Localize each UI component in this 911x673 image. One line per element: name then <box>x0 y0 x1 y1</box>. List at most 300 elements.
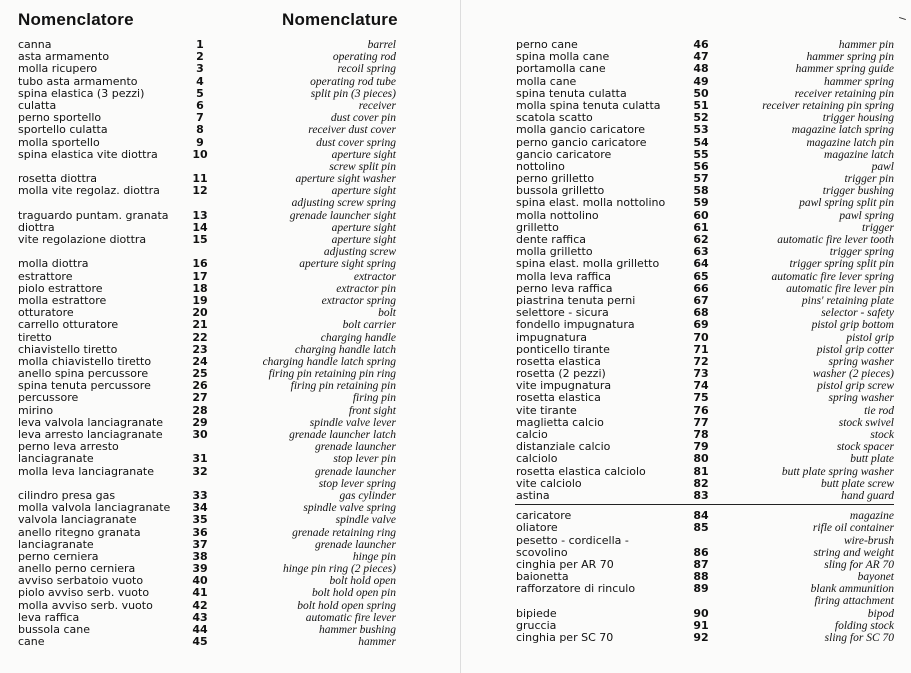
part-row <box>0 332 460 344</box>
part-number: 32 <box>192 464 208 478</box>
part-number: 43 <box>192 610 208 624</box>
part-number: 28 <box>192 403 208 417</box>
english-part-name: spindle valve lever <box>309 416 396 429</box>
english-part-name: barrel <box>367 39 396 51</box>
part-number: 41 <box>192 586 208 600</box>
italian-part-name: spina elast. molla nottolino <box>516 196 666 210</box>
part-number: 50 <box>693 86 709 100</box>
english-part-name: tie rod <box>864 404 894 417</box>
part-number: 56 <box>693 159 709 173</box>
italian-part-name: molla chiavistello tiretto <box>18 354 152 368</box>
italian-part-name: dente raffica <box>516 233 586 246</box>
part-number: 19 <box>192 293 208 307</box>
italian-part-name: cinghia per AR 70 <box>516 557 614 571</box>
part-number: 51 <box>693 98 709 112</box>
english-part-name: spindle valve spring <box>303 502 396 515</box>
italian-part-name: leva raffica <box>18 610 80 624</box>
italian-part-name: tubo asta armamento <box>18 74 138 88</box>
part-row <box>0 88 460 100</box>
part-number: 69 <box>693 318 709 332</box>
english-part-name: hinge pin <box>352 550 396 563</box>
english-part-name: stock spacer <box>836 441 894 454</box>
part-row <box>461 453 911 465</box>
english-part-name: grenade launcher <box>314 538 396 551</box>
part-number: 89 <box>693 582 709 596</box>
part-row <box>461 583 911 595</box>
part-number: 79 <box>693 440 709 454</box>
part-row <box>461 319 911 331</box>
italian-part-name: rosetta elastica <box>516 391 601 405</box>
italian-part-name: piolo estrattore <box>18 281 103 295</box>
part-number: 38 <box>192 549 208 563</box>
part-row <box>0 63 460 75</box>
italian-part-name: oliatore <box>516 521 558 535</box>
english-part-name: receiver dust cover <box>308 124 396 137</box>
english-part-name: grenade launcher <box>314 441 396 454</box>
english-part-name: folding stock <box>834 619 894 632</box>
english-part-name: blank ammunition <box>810 583 894 596</box>
english-part-name: receiver retaining pin <box>794 87 894 100</box>
english-part-name: bolt hold open <box>329 575 396 588</box>
part-row <box>0 624 460 636</box>
italian-part-name: cinghia per SC 70 <box>516 631 614 644</box>
english-part-name: pistol grip screw <box>817 380 894 393</box>
english-part-name: operating rod tube <box>310 75 396 88</box>
english-part-name: sling for AR 70 <box>824 558 894 571</box>
english-part-name: butt plate <box>850 453 894 466</box>
english-part-name: charging handle latch spring <box>262 355 396 368</box>
english-part-name: stop lever spring <box>318 477 396 490</box>
english-part-name: spring washer <box>828 392 894 405</box>
part-number: 29 <box>192 415 208 429</box>
english-part-name: firing attachment <box>814 595 894 608</box>
italian-part-name: spina elastica vite diottra <box>18 147 158 161</box>
part-row <box>461 197 911 209</box>
english-part-name: grenade launcher sight <box>289 209 396 222</box>
part-number: 66 <box>693 281 709 295</box>
part-number: 63 <box>693 245 709 259</box>
italian-part-name: molla spina tenuta culatta <box>516 98 661 112</box>
english-part-name: bolt carrier <box>342 319 396 332</box>
italian-part-name: molla sportello <box>18 135 100 149</box>
english-part-name: sling for SC 70 <box>824 632 894 644</box>
part-number: 26 <box>192 379 208 393</box>
italian-part-name: astina <box>516 488 550 502</box>
italian-part-name: molla avviso serb. vuoto <box>18 598 153 612</box>
italian-part-name: fondello impugnatura <box>516 318 635 332</box>
english-part-name: rifle oil container <box>812 522 894 535</box>
part-number: 27 <box>192 391 208 405</box>
italian-part-name: lanciagranate <box>18 452 94 466</box>
part-number: 70 <box>693 330 709 344</box>
italian-part-name: asta armamento <box>18 50 110 64</box>
english-part-name: adjusting screw <box>323 246 396 259</box>
english-part-name: adjusting screw spring <box>291 197 396 210</box>
english-part-name: spindle valve <box>335 514 396 527</box>
part-number: 84 <box>693 509 709 523</box>
part-number: 11 <box>192 172 208 186</box>
english-part-name: magazine latch pin <box>806 136 894 149</box>
english-part-name: automatic fire lever <box>305 611 396 624</box>
part-number: 49 <box>693 74 709 88</box>
italian-part-name: selettore - sicura <box>516 306 609 320</box>
english-part-name: grenade launcher <box>314 465 396 478</box>
part-number: 90 <box>693 606 709 620</box>
italian-part-name: spina elastica (3 pezzi) <box>18 86 145 100</box>
part-number: 52 <box>693 111 709 125</box>
part-number: 7 <box>196 111 204 125</box>
italian-part-name: chiavistello tiretto <box>18 342 118 356</box>
part-row <box>0 600 460 612</box>
italian-part-name: gancio caricatore <box>516 147 612 161</box>
part-number: 75 <box>693 391 709 405</box>
english-part-name: spring washer <box>828 355 894 368</box>
italian-part-name: valvola lanciagranate <box>18 513 137 527</box>
italian-part-name: portamolla cane <box>516 62 606 76</box>
italian-part-name: perno leva raffica <box>516 281 613 295</box>
english-part-name: gas cylinder <box>339 489 396 502</box>
part-row <box>0 527 460 539</box>
italian-part-name: lanciagranate <box>18 537 94 551</box>
italian-part-name: cilindro presa gas <box>18 488 116 502</box>
italian-part-name: rosetta elastica <box>516 354 601 368</box>
english-part-name: bolt hold open spring <box>297 599 396 612</box>
italian-part-name: molla leva lanciagranate <box>18 464 155 478</box>
italian-part-name: molla diottra <box>18 257 89 271</box>
part-number: 39 <box>192 562 208 576</box>
english-title: Nomenclature <box>282 10 398 29</box>
part-row <box>0 466 460 478</box>
part-number: 12 <box>192 184 208 198</box>
italian-part-name: perno cane <box>516 38 578 51</box>
part-number: 16 <box>192 257 208 271</box>
italian-part-name: leva valvola lanciagranate <box>18 415 164 429</box>
italian-part-name: perno sportello <box>18 111 102 125</box>
english-part-name: extractor <box>353 270 396 283</box>
part-number: 18 <box>192 281 208 295</box>
english-part-name: magazine latch spring <box>791 124 894 137</box>
part-row <box>461 124 911 136</box>
italian-part-name: culatta <box>18 98 57 112</box>
english-part-name: hammer <box>358 636 396 649</box>
part-number: 55 <box>693 147 709 161</box>
part-row <box>461 535 911 547</box>
english-part-name: hinge pin ring (2 pieces) <box>282 563 396 576</box>
english-part-name: bolt hold open pin <box>311 587 396 600</box>
part-number: 85 <box>693 521 709 535</box>
part-number: 88 <box>693 570 709 584</box>
english-part-name: dust cover spring <box>316 136 396 149</box>
part-row <box>461 405 911 417</box>
part-row <box>0 197 460 209</box>
english-part-name: grenade launcher latch <box>289 429 396 441</box>
english-part-name: trigger pin <box>844 173 894 186</box>
english-part-name: pins' retaining plate <box>801 294 894 307</box>
italian-part-name: ponticello tirante <box>516 342 610 356</box>
part-number: 23 <box>192 342 208 356</box>
italian-part-name: vite tirante <box>516 403 577 417</box>
part-row <box>461 632 911 644</box>
english-part-name: hand guard <box>841 489 894 502</box>
italian-part-name: bipiede <box>516 606 557 620</box>
english-part-name: stock <box>870 429 894 441</box>
english-part-name: stock swivel <box>838 416 894 429</box>
italian-part-name: caricatore <box>516 509 572 523</box>
italian-part-name: spina tenuta culatta <box>516 86 627 100</box>
english-part-name: automatic fire lever tooth <box>777 234 894 246</box>
italian-part-name: avviso serbatoio vuoto <box>18 574 144 588</box>
part-number: 8 <box>196 123 204 137</box>
part-number: 40 <box>192 574 208 588</box>
part-row <box>461 63 911 75</box>
english-part-name: split pin (3 pieces) <box>310 87 396 100</box>
part-row <box>461 595 911 607</box>
italian-part-name: molla leva raffica <box>516 269 612 283</box>
part-row <box>0 319 460 331</box>
english-part-name: pistol grip <box>846 331 894 344</box>
part-number: 54 <box>693 135 709 149</box>
part-row <box>0 587 460 599</box>
part-number: 36 <box>192 525 208 539</box>
italian-part-name: tiretto <box>18 330 52 344</box>
italian-part-name: rosetta diottra <box>18 172 98 186</box>
italian-part-name: gruccia <box>516 618 557 632</box>
italian-part-name: molla vite regolaz. diottra <box>18 184 160 198</box>
italian-part-name: rafforzatore di rinculo <box>516 582 636 596</box>
english-part-name: automatic fire lever spring <box>771 270 894 283</box>
italian-part-name: piastrina tenuta perni <box>516 293 636 307</box>
italian-part-name: baionetta <box>516 570 569 584</box>
italian-part-name: scatola scatto <box>516 111 593 125</box>
right-parts-list <box>461 39 911 644</box>
english-part-name: firing pin retaining pin ring <box>268 368 396 381</box>
part-number: 71 <box>693 342 709 356</box>
italian-part-name: otturatore <box>18 306 74 320</box>
part-number: 45 <box>192 635 208 649</box>
italian-part-name: leva arresto lanciagranate <box>18 428 163 441</box>
english-part-name: receiver <box>358 99 396 112</box>
part-row <box>461 522 911 534</box>
italian-part-name: perno grilletto <box>516 172 595 186</box>
english-part-name: charging handle <box>320 331 396 344</box>
english-part-name: wire-brush <box>843 534 894 547</box>
english-part-name: washer (2 pieces) <box>812 368 894 381</box>
part-number: 44 <box>192 623 208 636</box>
part-number: 20 <box>192 306 208 320</box>
part-number: 33 <box>192 488 208 502</box>
part-row <box>461 210 911 222</box>
italian-part-name: vite impugnatura <box>516 379 612 393</box>
english-part-name: aperture sight spring <box>299 258 396 271</box>
english-part-name: bayonet <box>857 571 894 584</box>
english-part-name: hammer spring pin <box>806 51 894 64</box>
english-part-name: aperture sight <box>331 185 396 198</box>
italian-part-name: molla estrattore <box>18 293 107 307</box>
english-part-name: butt plate spring washer <box>781 465 894 478</box>
english-part-name: trigger spring split pin <box>789 258 894 271</box>
part-number: 67 <box>693 293 709 307</box>
italian-part-name: molla cane <box>516 74 577 88</box>
english-part-name: hammer spring <box>824 75 894 88</box>
english-part-name: firing pin retaining pin <box>290 380 396 393</box>
english-part-name: stop lever pin <box>333 453 396 466</box>
english-part-name: hammer pin <box>838 39 894 51</box>
english-part-name: grenade retaining ring <box>292 526 396 539</box>
part-number: 74 <box>693 379 709 393</box>
part-row <box>0 258 460 270</box>
part-number: 31 <box>192 452 208 466</box>
part-number: 42 <box>192 598 208 612</box>
part-number: 64 <box>693 257 709 271</box>
part-row <box>461 332 911 344</box>
part-row <box>0 137 460 149</box>
part-number: 46 <box>693 38 709 51</box>
part-number: 21 <box>192 318 208 332</box>
part-row <box>0 514 460 526</box>
english-part-name: recoil spring <box>337 63 396 76</box>
english-part-name: operating rod <box>332 51 396 64</box>
part-row <box>0 76 460 88</box>
english-part-name: bolt <box>378 307 396 320</box>
part-number: 91 <box>693 618 709 632</box>
english-part-name: aperture sight <box>331 234 396 246</box>
italian-part-name: traguardo puntam. granata <box>18 208 169 222</box>
english-part-name: hammer bushing <box>319 624 396 636</box>
english-part-name: screw split pin <box>329 160 396 173</box>
part-number: 76 <box>693 403 709 417</box>
english-part-name: bipod <box>867 607 894 620</box>
italian-part-name: scovolino <box>516 545 568 559</box>
part-number: 2 <box>196 50 204 64</box>
italian-part-name: maglietta calcio <box>516 415 604 429</box>
italian-part-name: anello ritegno granata <box>18 525 141 539</box>
italian-part-name: molla gancio caricatore <box>516 123 646 137</box>
part-number: 87 <box>693 557 709 571</box>
section-divider <box>515 504 894 505</box>
part-number: 82 <box>693 476 709 490</box>
part-row <box>0 271 460 283</box>
english-part-name: trigger spring <box>829 246 894 259</box>
left-parts-list <box>0 39 460 648</box>
english-part-name: aperture sight <box>331 221 396 234</box>
italian-part-name: molla valvola lanciagranate <box>18 501 171 515</box>
english-part-name: trigger bushing <box>822 185 894 198</box>
italian-part-name: mirino <box>18 403 54 417</box>
italian-part-name: molla ricupero <box>18 62 98 76</box>
italian-part-name: perno cerniera <box>18 549 99 563</box>
italian-part-name: nottolino <box>516 159 565 173</box>
english-part-name: extractor pin <box>336 282 396 295</box>
part-number: 57 <box>693 172 709 186</box>
english-part-name: magazine latch <box>824 148 894 161</box>
english-part-name: pawl <box>871 160 894 173</box>
english-part-name: dust cover pin <box>330 112 396 125</box>
english-part-name: hammer spring guide <box>795 63 894 76</box>
part-number: 14 <box>192 220 208 234</box>
part-number: 78 <box>693 428 709 441</box>
english-part-name: pistol grip cotter <box>816 343 894 356</box>
italian-part-name: molla nottolino <box>516 208 599 222</box>
english-part-name: string and weight <box>813 546 894 559</box>
italian-part-name: carrello otturatore <box>18 318 119 332</box>
english-part-name: charging handle latch <box>294 343 396 356</box>
part-number: 61 <box>693 220 709 234</box>
english-part-name: automatic fire lever pin <box>786 282 894 295</box>
part-row <box>0 405 460 417</box>
part-number: 65 <box>693 269 709 283</box>
italian-part-name: impugnatura <box>516 330 587 344</box>
part-number: 81 <box>693 464 709 478</box>
italian-part-name: anello perno cerniera <box>18 562 136 576</box>
part-row <box>0 210 460 222</box>
part-number: 4 <box>196 74 204 88</box>
part-row <box>461 76 911 88</box>
english-part-name: butt plate screw <box>820 477 894 490</box>
italian-part-name: canna <box>18 38 52 51</box>
english-part-name: pistol grip bottom <box>811 319 894 332</box>
english-part-name: aperture sight <box>331 148 396 161</box>
english-part-name: trigger <box>862 221 894 234</box>
part-number: 3 <box>196 62 204 76</box>
part-row <box>461 258 911 270</box>
part-number: 83 <box>693 488 709 502</box>
part-number: 37 <box>192 537 208 551</box>
italian-part-name: pesetto - cordicella - <box>516 533 629 547</box>
part-number: 22 <box>192 330 208 344</box>
italian-part-name: diottra <box>18 220 55 234</box>
italian-part-name: spina elast. molla grilletto <box>516 257 660 271</box>
part-row <box>461 490 911 502</box>
italian-part-name: sportello culatta <box>18 123 108 137</box>
italian-part-name: calcio <box>516 428 548 441</box>
part-number: 53 <box>693 123 709 137</box>
english-part-name: receiver retaining pin spring <box>762 99 894 112</box>
part-number: 10 <box>192 147 208 161</box>
english-part-name: pawl spring split pin <box>799 197 894 210</box>
italian-part-name: cane <box>18 635 45 649</box>
english-part-name: pawl spring <box>839 209 894 222</box>
part-number: 1 <box>196 38 204 51</box>
english-part-name: trigger housing <box>822 112 894 125</box>
part-number: 17 <box>192 269 208 283</box>
part-row <box>461 466 911 478</box>
english-part-name: selector - safety <box>821 307 894 320</box>
italian-part-name: estrattore <box>18 269 73 283</box>
part-row <box>0 392 460 404</box>
part-number: 80 <box>693 452 709 466</box>
italian-part-name: spina tenuta percussore <box>18 379 151 393</box>
part-number: 62 <box>693 233 709 246</box>
italian-part-name: rosetta elastica calciolo <box>516 464 646 478</box>
part-row <box>461 137 911 149</box>
part-row <box>0 149 460 161</box>
italian-part-name: bussola grilletto <box>516 184 605 198</box>
part-number: 34 <box>192 501 208 515</box>
italian-part-name: distanziale calcio <box>516 440 611 454</box>
italian-part-name: calciolo <box>516 452 558 466</box>
part-number: 24 <box>192 354 208 368</box>
part-row <box>0 185 460 197</box>
part-number: 58 <box>693 184 709 198</box>
part-number: 47 <box>693 50 709 64</box>
english-part-name: front sight <box>348 404 396 417</box>
part-number: 6 <box>196 98 204 112</box>
part-number: 15 <box>192 233 208 246</box>
italian-title: Nomenclatore <box>18 10 134 29</box>
part-number: 30 <box>192 428 208 441</box>
part-number: 35 <box>192 513 208 527</box>
part-number: 68 <box>693 306 709 320</box>
